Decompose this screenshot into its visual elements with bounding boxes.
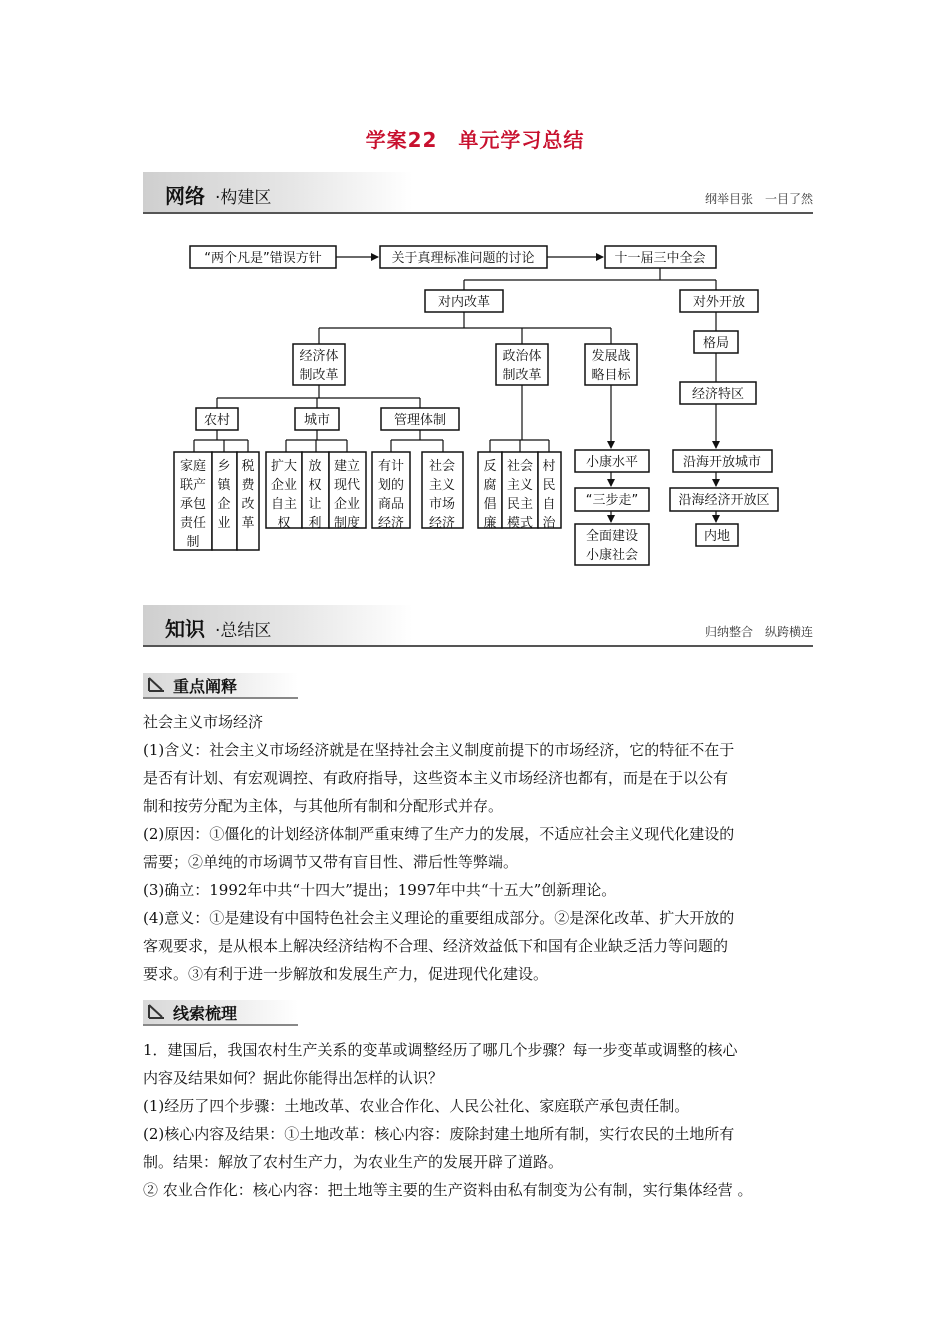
section-main-label: 网络 bbox=[165, 184, 205, 208]
box-modern-enterprise-line4: 制度 bbox=[333, 516, 361, 531]
box-anti-corruption-line1: 反 bbox=[483, 459, 497, 474]
para-line: (4)意义：①是建设有中国特色社会主义理论的重要组成部分。②是深化改革、扩大开放的 bbox=[143, 909, 735, 927]
box-planned-commodity-line4: 经济 bbox=[377, 516, 405, 531]
box-delegate-line1: 放 bbox=[308, 459, 322, 474]
box-management-system: 管理体制 bbox=[393, 413, 447, 428]
para-line: 需要；②单纯的市场调节又带有盲目性、滞后性等弊端。 bbox=[143, 853, 519, 871]
box-urban: 城市 bbox=[303, 413, 331, 428]
section-slogan: 纲举目张 一目了然 bbox=[704, 192, 813, 206]
para-line: 内容及结果如何？据此你能得出怎样的认识？ bbox=[143, 1069, 444, 1087]
para-line: (2)核心内容及结果：①土地改革：核心内容：废除封建土地所有制，实行农民的土地所有 bbox=[143, 1125, 735, 1143]
para-line: (2)原因：①僵化的计划经济体制严重束缚了生产力的发展，不适应社会主义现代化建设的 bbox=[143, 825, 735, 843]
box-township-line2: 镇 bbox=[217, 478, 231, 493]
box-township-line3: 企 bbox=[217, 497, 231, 512]
box-household-line3: 承包 bbox=[179, 497, 207, 512]
box-coastal-cities: 沿海开放城市 bbox=[682, 455, 762, 470]
box-opening-up: 对外开放 bbox=[692, 295, 746, 310]
subheading-label: 线索梳理 bbox=[173, 1004, 238, 1023]
box-strategy-goal-line2: 略目标 bbox=[591, 368, 631, 383]
box-tax-reform-line1: 税 bbox=[241, 459, 255, 474]
section-sub-label: ·构建区 bbox=[215, 188, 272, 208]
para-line: 是否有计划、有宏观调控、有政府指导，这些资本主义市场经济也都有，而是在于以公有 bbox=[143, 769, 729, 787]
box-market-economy-line1: 社会 bbox=[428, 459, 456, 474]
box-planned-commodity-line2: 划的 bbox=[377, 478, 405, 493]
section-header-knowledge bbox=[143, 605, 813, 647]
box-household-line2: 联产 bbox=[179, 478, 207, 493]
box-democracy-line2: 主义 bbox=[506, 478, 534, 493]
subheading-label: 重点阐释 bbox=[173, 677, 238, 696]
box-township-line4: 业 bbox=[217, 516, 231, 531]
box-tax-reform-line4: 革 bbox=[241, 516, 255, 531]
box-three-steps: “三步走” bbox=[585, 493, 639, 508]
para-line: 客观要求，是从根本上解决经济结构不合理、经济效益低下和国有企业缺乏活力等问题的 bbox=[143, 937, 729, 955]
para-line: 要求。③有利于进一步解放和发展生产力，促进现代化建设。 bbox=[143, 965, 549, 983]
box-market-economy-line2: 主义 bbox=[428, 478, 456, 493]
box-liangge-fanshi: “两个凡是”错误方针 bbox=[204, 251, 322, 266]
box-autonomy-line3: 自主 bbox=[270, 497, 298, 512]
box-inland: 内地 bbox=[703, 529, 731, 544]
section-sub-label: ·总结区 bbox=[215, 621, 272, 641]
box-rural: 农村 bbox=[203, 413, 231, 428]
diagonal-corner-icon bbox=[147, 1004, 165, 1020]
box-third-plenum: 十一届三中全会 bbox=[614, 251, 706, 266]
box-modern-enterprise-line3: 企业 bbox=[333, 497, 361, 512]
box-market-economy-line4: 经济 bbox=[428, 516, 456, 531]
section-main-label: 知识 bbox=[165, 617, 205, 641]
box-strategy-goal-line1: 发展战 bbox=[591, 349, 631, 364]
box-special-zone: 经济特区 bbox=[691, 387, 745, 402]
box-pattern: 格局 bbox=[702, 336, 730, 351]
box-market-economy-line3: 市场 bbox=[428, 497, 456, 512]
concept-diagram bbox=[0, 235, 950, 575]
subheading-key-points bbox=[143, 673, 298, 699]
box-democracy-line3: 民主 bbox=[506, 497, 534, 512]
para-line: ② 农业合作化：核心内容：把土地等主要的生产资料由私有制变为公有制，实行集体经营 。 bbox=[143, 1181, 753, 1199]
box-planned-commodity-line3: 商品 bbox=[377, 497, 405, 512]
box-political-reform-line1: 政治体 bbox=[502, 349, 542, 364]
box-democracy-line4: 模式 bbox=[506, 516, 534, 531]
box-delegate-line3: 让 bbox=[308, 497, 322, 512]
para-line: 制和按劳分配为主体，与其他所有制和分配形式并存。 bbox=[143, 797, 504, 815]
para-line: 制。结果：解放了农村生产力，为农业生产的发展开辟了道路。 bbox=[143, 1153, 564, 1171]
box-anti-corruption-line4: 廉 bbox=[483, 516, 497, 531]
box-autonomy-line4: 权 bbox=[277, 516, 291, 531]
box-household-line5: 制 bbox=[186, 535, 200, 550]
box-modern-enterprise-line1: 建立 bbox=[333, 459, 361, 474]
box-village-autonomy-line3: 自 bbox=[542, 497, 556, 512]
box-household-line1: 家庭 bbox=[179, 459, 207, 474]
box-autonomy-line2: 企业 bbox=[270, 478, 298, 493]
subheading-clues bbox=[143, 1000, 298, 1026]
box-township-line1: 乡 bbox=[217, 459, 231, 474]
box-economic-reform-line1: 经济体 bbox=[299, 349, 339, 364]
box-anti-corruption-line2: 腐 bbox=[483, 478, 497, 493]
section-header-network bbox=[143, 172, 813, 214]
box-village-autonomy-line4: 治 bbox=[542, 516, 556, 531]
para-line: 1．建国后，我国农村生产关系的变革或调整经历了哪几个步骤？每一步变革或调整的核心 bbox=[143, 1041, 738, 1059]
box-truth-discussion: 关于真理标准问题的讨论 bbox=[391, 251, 535, 266]
para-line: 社会主义市场经济 bbox=[143, 713, 264, 731]
box-democracy-line1: 社会 bbox=[506, 459, 534, 474]
box-autonomy-line1: 扩大 bbox=[270, 459, 298, 474]
box-planned-commodity-line1: 有计 bbox=[377, 459, 405, 474]
box-xiaokang-society-line1: 全面建设 bbox=[585, 529, 639, 544]
section-slogan: 归纳整合 纵跨横连 bbox=[704, 625, 813, 639]
para-line: (1)经历了四个步骤：土地改革、农业合作化、人民公社化、家庭联产承包责任制。 bbox=[143, 1097, 690, 1115]
box-political-reform-line2: 制改革 bbox=[502, 368, 542, 383]
box-xiaokang-level: 小康水平 bbox=[585, 455, 639, 470]
box-household-line4: 责任 bbox=[179, 516, 207, 531]
para-line: (3)确立：1992年中共“十四大”提出；1997年中共“十五大”创新理论。 bbox=[143, 881, 617, 899]
para-line: (1)含义：社会主义市场经济就是在坚持社会主义制度前提下的市场经济，它的特征不在于 bbox=[143, 741, 735, 759]
box-tax-reform-line3: 改 bbox=[241, 497, 255, 512]
box-modern-enterprise-line2: 现代 bbox=[333, 478, 361, 493]
box-domestic-reform: 对内改革 bbox=[437, 295, 491, 310]
page-title: 学案22 单元学习总结 bbox=[365, 128, 585, 152]
box-anti-corruption-line3: 倡 bbox=[483, 497, 497, 512]
box-village-autonomy-line1: 村 bbox=[542, 459, 556, 474]
diagonal-corner-icon bbox=[147, 677, 165, 693]
box-delegate-line4: 利 bbox=[308, 516, 322, 531]
box-village-autonomy-line2: 民 bbox=[542, 478, 556, 493]
box-xiaokang-society-line2: 小康社会 bbox=[585, 548, 639, 563]
box-coastal-zone: 沿海经济开放区 bbox=[678, 493, 770, 508]
box-tax-reform-line2: 费 bbox=[241, 478, 255, 493]
box-economic-reform-line2: 制改革 bbox=[299, 368, 339, 383]
diagram-box-frames bbox=[174, 246, 778, 565]
box-delegate-line2: 权 bbox=[308, 478, 322, 493]
